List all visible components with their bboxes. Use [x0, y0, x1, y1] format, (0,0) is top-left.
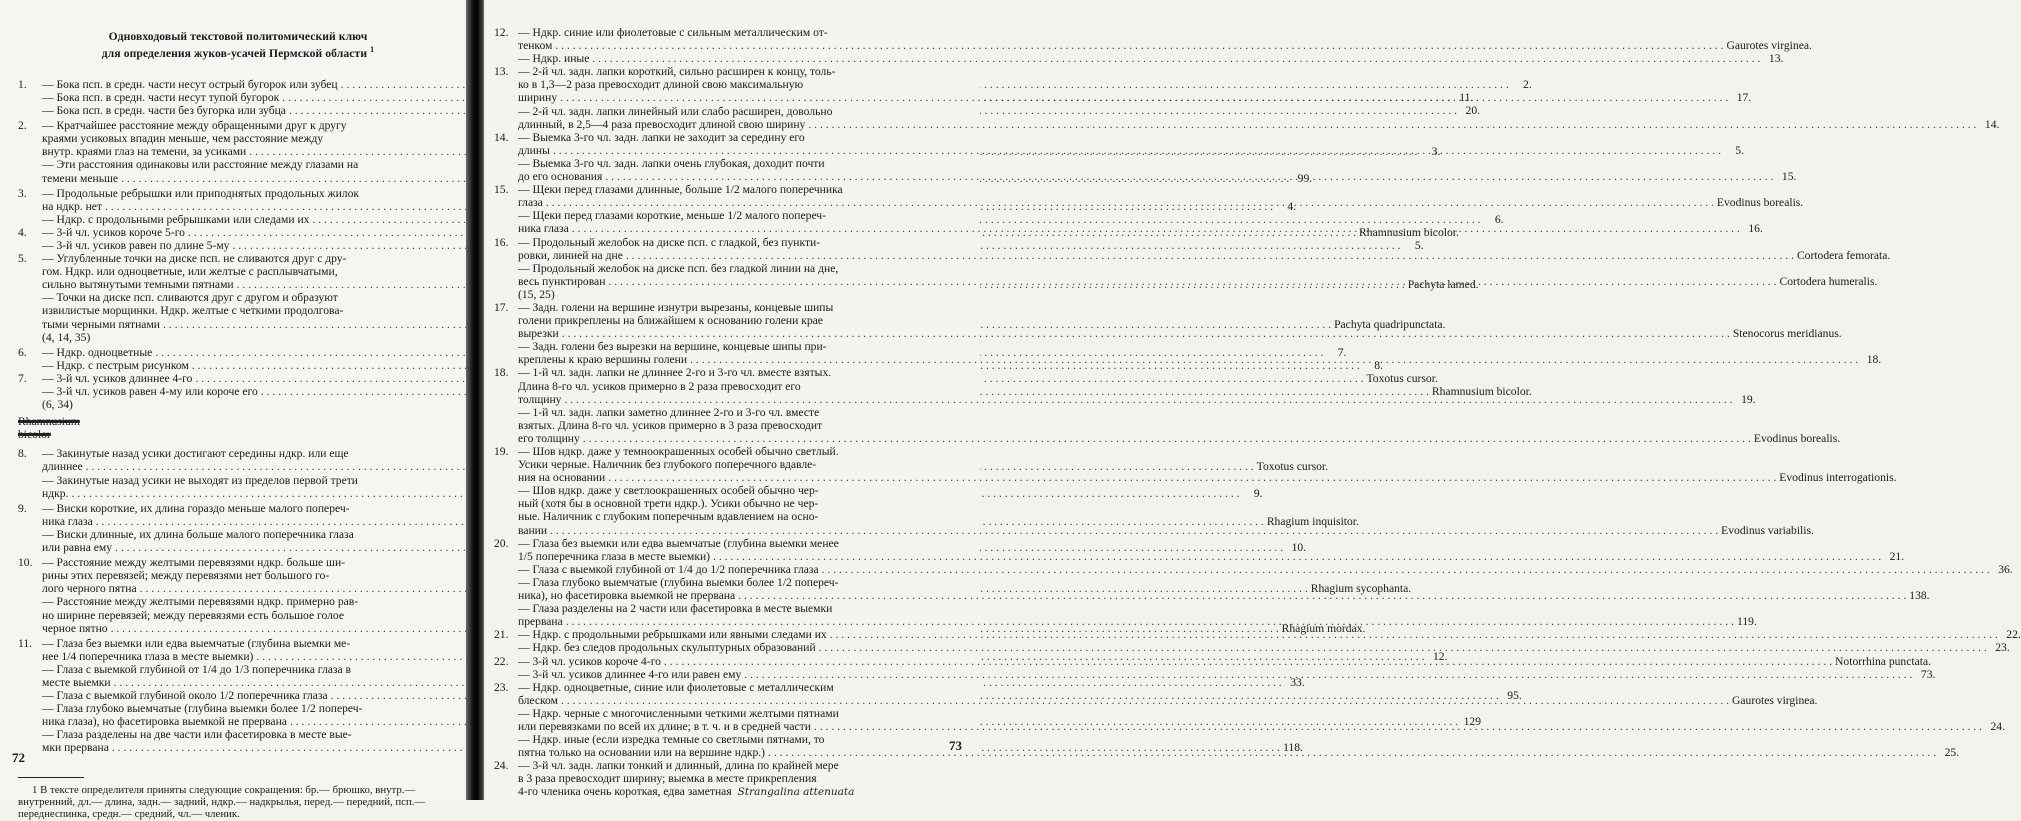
couplet-number: 1. — [18, 77, 27, 91]
entry-text: — Ндкр. с продольными ребрышками или явными следами их — [518, 628, 827, 642]
entry-text: — Щеки перед глазами длинные, больше 1/2 малого поперечника — [518, 183, 843, 197]
entry-text: в 3 раза превосходит ширину; выемка в месте прикрепления — [518, 772, 817, 786]
couplet-number: 5. — [18, 252, 27, 266]
literature-refs: (6, 34) — [42, 398, 73, 412]
species-name: Pachyta lamed. — [1407, 278, 1479, 292]
goto-number: 24. — [1990, 719, 2005, 733]
entry-text: — Продольный желобок на диске псп. без гладкой линии на дне, — [518, 261, 839, 275]
entry-text: тыми черными пятнами — [42, 317, 160, 331]
page-number: 72 — [12, 750, 25, 765]
entry-text: — Продольный желобок на диске псп. с гладкой, без пункти- — [518, 235, 821, 249]
entry-text: — 2-й чл. задн. лапки короткий, сильно расширен к концу, толь- — [518, 65, 836, 79]
entry-text: глаза — [518, 196, 543, 210]
couplet-number: 12. — [494, 26, 509, 39]
couplet-15a — [494, 183, 1804, 210]
couplet-number: 9. — [18, 501, 27, 515]
entry-text: мки прервана — [42, 741, 109, 755]
couplet-18b — [494, 405, 1841, 445]
footnote-divider — [18, 777, 84, 778]
entry-text: длины — [518, 143, 550, 157]
goto-number: 23. — [1995, 641, 2010, 655]
species-name: Cortodera femorata. — [1796, 248, 1891, 262]
entry-text: взятых. Длина 8-го чл. усиков примерно в 3 раза превосходит — [518, 418, 823, 432]
goto-number: 25. — [1944, 746, 1960, 760]
couplet-number: 11. — [18, 636, 33, 650]
entry-text: — 3-й чл. усиков равен по длине 5-му — [42, 238, 230, 252]
entry-text: — Глаза без выемки или едва выемчатые (глубина выемки ме- — [42, 636, 351, 650]
couplet-number: 22. — [494, 654, 509, 668]
entry-text: — Ндкр. одноцветные — [42, 345, 153, 359]
goto-number: 119. — [1736, 615, 1757, 629]
species-name: Gaurotes virginea. — [1732, 693, 1818, 707]
entry-text: — Шов ндкр. даже у темноокрашенных особей обычно светлый. — [518, 445, 839, 458]
goto-number: 11. — [1459, 90, 1474, 104]
entry-text: извилистые морщинки. Ндкр. желтые с четкими продолгова- — [42, 304, 344, 318]
goto-number: 138. — [1909, 589, 1930, 603]
species-name: Rhamnusium bicolor. — [1431, 385, 1532, 399]
couplet-number: 7. — [18, 371, 27, 385]
entry-text: ровки, линией на дне — [518, 248, 623, 262]
entry-text: — Продольные ребрышки или приподнятых продольных жилок — [42, 186, 360, 200]
entry-text: — Закинутые назад усики не выходят из пределов первой трети — [42, 473, 359, 487]
goto-number: 4. — [1287, 199, 1297, 213]
couplet-number: 19. — [494, 445, 509, 458]
entry-text: Усики черные. Наличник без глубокого поперечного вдавле- — [518, 458, 817, 472]
species-name: Stenocorus meridianus. — [1732, 327, 1842, 341]
couplet-number: 4. — [18, 225, 27, 239]
couplet-12b — [494, 52, 1784, 66]
entry-text: — Ндкр. иные — [518, 52, 590, 66]
species-name: Pachyta quadripunctata. — [1334, 317, 1446, 331]
couplet-17b — [494, 340, 1882, 367]
entry-text: — Шов ндкр. даже у светлоокрашенных особей обычно чер- — [518, 484, 819, 498]
entry-text: ника глаза — [42, 514, 93, 528]
entry-text: вырезки — [518, 327, 559, 341]
entry-text: креплены к краю вершины голени — [518, 353, 688, 367]
entry-text: ные. Наличник с глубоким поперечным вдавлением на осно- — [518, 510, 819, 524]
page-number: 73 — [949, 738, 962, 753]
title-line-1: Одновходовый текстовой политомический ключ — [108, 30, 368, 43]
entry-text: — 3-й чл. усиков длиннее 4-го или равен ему — [518, 667, 742, 681]
couplet-number: 2. — [18, 119, 27, 133]
entry-text: — 3-й чл. усиков длиннее 4-го — [42, 371, 193, 385]
species-name: Rhamnusium bicolor. — [1359, 225, 1459, 239]
couplet-number: 13. — [494, 65, 509, 79]
species-name: Evodinus variabilis. — [1721, 523, 1814, 537]
goto-number: 99. — [1297, 171, 1313, 185]
page-title — [18, 30, 458, 60]
entry-text: ндкр. — [42, 486, 69, 500]
footnote-marker: 1 — [370, 45, 375, 54]
couplet-16a — [494, 235, 1891, 262]
entry-text: черное пятно — [42, 621, 108, 635]
couplet-number: 14. — [494, 130, 509, 144]
entry-text: лого черного пятна — [42, 582, 137, 596]
entry-text: темени меньше — [42, 171, 119, 185]
entry-text: месте выемки — [42, 675, 111, 689]
goto-number: 73. — [1920, 667, 1936, 681]
goto-number: 21. — [1889, 549, 1905, 563]
entry-text: но ширине перевязей; между перевязями есть большое голое — [42, 608, 345, 622]
couplet-number: 23. — [494, 680, 509, 694]
entry-text: — Бока псп. в средн. части без бугорка или зубца — [42, 104, 286, 118]
entry-text: — Выемка 3-го чл. задн. лапки не заходит за середину его — [518, 130, 805, 144]
goto-number: 2. — [1523, 77, 1532, 91]
entry-text: — Бока псп. в средн. части несут острый бугорок или зубец — [42, 77, 338, 91]
couplet-number: 8. — [18, 447, 27, 461]
entry-text: — Глаза глубоко выемчатые (глубина выемки более 1/2 попереч- — [42, 702, 363, 716]
goto-number: 20. — [1465, 104, 1481, 118]
entry-text: — Глаза с выемкой глубиной около 1/2 поперечника глаза — [42, 689, 328, 703]
goto-number: 5. — [1414, 238, 1424, 252]
entry-text: — Расстояние между желтыми перевязями ндкр. больше ши- — [42, 556, 346, 570]
entry-text: ния на основании — [518, 471, 606, 485]
entry-text: вании — [518, 523, 548, 537]
goto-number: 10. — [1291, 541, 1307, 555]
entry-text: внутр. краями глаз на темени, за усиками — [42, 145, 247, 159]
entry-text: пятна только на основании или на вершине ндкр.) — [518, 746, 766, 760]
goto-number: 17. — [1736, 91, 1752, 105]
entry-text: или перевязками по всей их длине; в т. ч. и в средней части — [518, 719, 811, 733]
species-name: Toxotus cursor. — [1366, 371, 1438, 385]
entry-text: или равна ему — [42, 541, 113, 555]
species-name: Evodinus borealis. — [1753, 431, 1841, 445]
goto-number: 9. — [1253, 486, 1263, 500]
entry-text: — Ндкр. одноцветные, синие или фиолетовые с металлическим — [518, 680, 834, 694]
entry-text: гом. Ндкр. или одноцветные, или желтые с расплывчатыми, — [42, 265, 338, 279]
goto-number: 16. — [1748, 222, 1763, 236]
entry-text: весь пунктирован — [518, 274, 606, 288]
couplet-number: 20. — [494, 536, 509, 550]
entry-text: — Ндкр. синие или фиолетовые с сильным металлическим от- — [518, 26, 828, 39]
goto-number: 36. — [1998, 562, 2013, 576]
goto-number: 12. — [1433, 649, 1448, 663]
entry-text: — Ндкр. с продольными ребрышками или следами их — [42, 212, 310, 226]
book-gutter — [466, 0, 486, 800]
goto-number: 14. — [1984, 117, 2000, 131]
entry-text: ника), но фасетировка выемкой не прервана — [518, 589, 736, 603]
entry-text: — Глаза без выемки или едва выемчатые (глубина выемки менее — [518, 536, 839, 550]
entry-text: — Кратчайшее расстояние между обращенными друг к другу — [42, 119, 347, 133]
entry-text: его толщину — [518, 431, 580, 445]
entry-text: — Закинутые назад усики достигают середины ндкр. или еще — [42, 447, 349, 461]
species-name: Rhagium mordax. — [1281, 621, 1366, 635]
couplet-number: 10. — [18, 556, 33, 570]
goto-number: 129 — [1463, 715, 1482, 729]
entry-text: — Глаза разделены на 2 части или фасетировка в месте выемки — [518, 602, 833, 616]
entry-text: — Виски короткие, их длина гораздо меньше малого попереч- — [42, 501, 350, 515]
entry-text: — Глаза глубоко выемчатые (глубина выемки более 1/2 попереч- — [518, 575, 839, 589]
goto-number: 13. — [1768, 52, 1784, 66]
entry-text: ника глаза — [518, 222, 569, 236]
species-name: Notorrhina punctata. — [1835, 654, 1931, 668]
couplet-number: 17. — [494, 300, 509, 314]
entry-text: — Ндкр. черные с многочисленными четкими желтыми пятнами — [518, 706, 839, 720]
entry-text: — Углубленные точки на диске псп. не сливаются друг с дру- — [42, 252, 347, 266]
entry-text: голени прикреплены на ближайшем к основанию голени крае — [518, 314, 823, 328]
entry-text: нее 1/4 поперечника глаза в месте выемки) — [42, 649, 254, 663]
literature-refs: (15, 25) — [518, 287, 555, 301]
entry-text: — Глаза с выемкой глубиной от 1/4 до 1/3 поперечника глаза в — [42, 662, 351, 676]
goto-number: 95. — [1507, 689, 1522, 703]
couplet-21b — [494, 641, 2010, 655]
couplet-number: 24. — [494, 759, 509, 773]
couplet-number: 21. — [494, 628, 509, 642]
entry-text: — Выемка 3-го чл. задн. лапки очень глубокая, доходит почти — [518, 156, 825, 170]
literature-refs: (4, 14, 35) — [42, 330, 91, 344]
entry-text: рины этих перевязей; между перевязями нет большого го- — [42, 569, 330, 583]
couplet-number: 6. — [18, 345, 27, 359]
goto-number: 19. — [1741, 392, 1756, 406]
goto-number: 7. — [1337, 345, 1347, 359]
entry-text: толщину — [518, 392, 562, 406]
species-name: Toxotus cursor. — [1256, 460, 1328, 474]
entry-text: — Глаза с выемкой глубиной от 1/4 до 1/2 поперечника глаза — [518, 562, 819, 576]
goto-number: 18. — [1866, 353, 1882, 367]
entry-text: — Задн. голени без вырезки на вершине, концевые шипы при- — [518, 340, 827, 354]
entry-text: — Ндкр. с пестрым рисунком — [42, 358, 189, 372]
goto-number: 6. — [1494, 212, 1504, 226]
species-name: Gaurotes virginea. — [1726, 39, 1812, 53]
entry-text: длиннее — [42, 460, 83, 474]
goto-number: 3. — [1431, 145, 1441, 159]
entry-text: — 3-й чл. задн. лапки тонкий и длинный, длина по крайней мере — [518, 759, 839, 773]
entry-text: 1/5 поперечника глаза в месте выемки) — [518, 549, 711, 563]
couplet-14a — [494, 130, 1744, 157]
footnote: 1 В тексте определителя приняты следующие сокращения: бр.— брюшко, внутр.— внутренний, дл.— длина, задн.— задний, ндкр.— надкрылья, пеpeд.— передний, псп.— переднеспинка, средн.— средний, чл.— членик. — [18, 783, 426, 821]
couplet-number: 15. — [494, 183, 509, 197]
entry-text: сильно вытянутыми темными пятнами — [42, 278, 234, 292]
entry-text: — Расстояние между желтыми перевязями ндкр. примерно рав- — [42, 595, 359, 609]
entry-text: 4-го членика очень короткая, едва заметная — [518, 785, 732, 799]
entry-text: — Щеки перед глазами короткие, меньше 1/2 малого попереч- — [518, 209, 827, 223]
entry-text: длинный, в 2,5—4 раза превосходит длиной свою ширину — [518, 117, 806, 131]
title-line-2-wrap — [18, 43, 458, 60]
entry-text: до его основания — [518, 170, 603, 184]
couplet-24a — [494, 759, 966, 799]
entry-text: — Ндкр. без следов продольных скульптурных образований — [518, 641, 816, 655]
goto-number: 33. — [1290, 675, 1305, 689]
entry-text: прервана — [518, 615, 563, 629]
entry-text: — Виски длинные, их длина больше малого поперечника глаза — [42, 527, 354, 541]
entry-text: — 3-й чл. усиков короче 4-го — [518, 654, 661, 668]
entry-text: краями усиковых впадин меньше, чем расстояние между — [42, 132, 324, 146]
goto-number: 5. — [1735, 143, 1744, 157]
entry-text: — 2-й чл. задн. лапки линейный или слабо расширен, довольно — [518, 104, 833, 118]
goto-number: 8. — [1374, 358, 1383, 372]
species-name: Evodinus interrogationis. — [1779, 471, 1897, 485]
entry-text: ный (хотя бы в основной трети ндкр.). Усики обычно не чер- — [518, 497, 819, 511]
couplet-number: 16. — [494, 235, 509, 249]
entry-text: — 1-й чл. задн. лапки заметно длиннее 2-го и 3-го чл. вместе — [518, 405, 820, 419]
entry-text: — 3-й чл. усиков равен 4-му или короче его — [42, 385, 258, 399]
entry-text: ко в 1,3—2 раза превосходит длиной свою максимальную — [518, 78, 804, 92]
species-name: Rhagium sycophanta. — [1310, 582, 1412, 596]
entry-text: — Бока псп. в средн. части несут тупой бугорок — [42, 90, 280, 104]
entry-text: блеском — [518, 693, 558, 707]
couplet-number: 18. — [494, 366, 509, 380]
entry-text: — Точки на диске псп. сливаются друг с другом и образуют — [42, 291, 338, 305]
couplet-12a — [494, 26, 1812, 53]
species-name: Cortodera humeralis. — [1779, 274, 1878, 288]
entry-text: — 1-й чл. задн. лапки не длиннее 2-го и 3-го чл. вместе взятых. — [518, 366, 832, 380]
entry-text: тенком — [518, 39, 553, 53]
title-line-2: для определения жуков-усачей Пермской области — [101, 46, 368, 60]
species-name: Rhagium inquisitor. — [1266, 514, 1359, 528]
entry-text: ника глаза), но фасетировка выемкой не прервана — [42, 715, 287, 729]
entry-text: на ндкр. нет — [42, 199, 102, 213]
entry-text: ширину — [518, 91, 558, 105]
struck-through-text: Rhamnusium bicolor — [18, 415, 80, 442]
species-name: Evodinus borealis. — [1716, 196, 1804, 210]
entry-text: — 3-й чл. усиков короче 5-го — [42, 225, 185, 239]
entry-text: — Задн. голени на вершине изнутри вырезаны, концевые шипы — [518, 300, 834, 314]
handwritten-annotation: Strangalina attenuata — [737, 786, 855, 799]
entry-text: — Глаза разделены на две части или фасетировка в месте вые- — [42, 728, 352, 742]
goto-number: 22. — [2006, 628, 2021, 642]
entry-text: — Ндкр. иные (если изредка темные со светлыми пятнами, то — [518, 733, 825, 747]
goto-number: 118. — [1283, 741, 1303, 755]
couplet-number: 3. — [18, 186, 27, 200]
couplet-22b — [494, 667, 1936, 681]
entry-text: — Эти расстояния одинаковы или расстояние между глазами на — [42, 158, 359, 172]
couplet-20b — [494, 562, 2013, 576]
entry-text: Длина 8-го чл. усиков примерно в 2 раза превосходит его — [518, 379, 801, 393]
goto-number: 15. — [1781, 170, 1797, 184]
